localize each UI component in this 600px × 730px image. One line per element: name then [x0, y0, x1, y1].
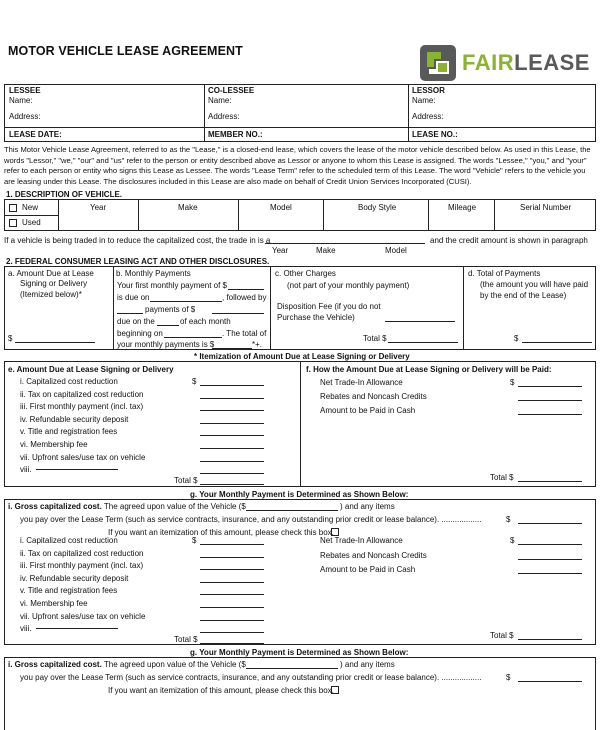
g2-gross-text: The agreed upon value of the Vehicle ($ — [103, 660, 246, 669]
lessor-name-field[interactable]: Name: — [412, 96, 436, 105]
c-line-4: Purchase the Vehicle) — [277, 313, 355, 322]
c-line-3: Disposition Fee (if you do not — [277, 302, 381, 311]
lessee-name-field[interactable]: Name: — [9, 96, 33, 105]
g1-total-field[interactable] — [200, 643, 264, 644]
f-amount-field[interactable] — [518, 414, 582, 415]
c-line-1: c. Other Charges — [275, 269, 336, 278]
g1-total: Total $ — [174, 635, 198, 644]
g2-gross-field[interactable] — [518, 681, 582, 682]
g1-item: vi. Membership fee — [20, 599, 88, 608]
col-body-style: Body Style — [358, 203, 397, 212]
intro-paragraph: This Motor Vehicle Lease Agreement, referred to as the "Lease," is a closed-end lease, which covers the lease of the motor vehicle described below. As used in this Lease, the words "Lessor," "we," "our" and "us" refer to the person or entity described above as Lessor or anyone to whom this Lease is assigned. The words "Lessee," "you," and "your" refer to each person or entity who signs this Lease as Lessee. The words "Lease Term" refer to the scheduled term of this Lease. The word "Vehicle" refers to the vehicle you are leasing under this Lease. The disclosures included in this Lease are also made on behalf of Credit Union Services Incorporated (CUSI). — [4, 145, 591, 186]
itemization-title: * Itemization of Amount Due at Lease Signing or Delivery — [194, 352, 410, 361]
e-item: iii. First monthly payment (incl. tax) — [20, 402, 144, 412]
g1-right-dollar: $ — [510, 536, 515, 545]
e-amount-field[interactable] — [200, 473, 264, 474]
tradein-year-label: Year — [272, 246, 289, 255]
g1-item: i. Capitalized cost reduction — [20, 536, 118, 545]
b-first-payment-field[interactable] — [228, 289, 264, 290]
g1-vehicle-value-field[interactable] — [246, 510, 338, 511]
e-total-field[interactable] — [200, 484, 264, 485]
g1-amount-field[interactable] — [200, 582, 264, 583]
g1-right-total-field[interactable] — [518, 639, 582, 640]
b-line-4: , followed by — [222, 293, 267, 302]
g1-gross-label: i. Gross capitalized cost. — [8, 502, 102, 511]
e-item: ii. Tax on capitalized cost reduction — [20, 389, 144, 399]
g2-vehicle-value-field[interactable] — [246, 668, 338, 669]
e-total: Total $ — [174, 476, 198, 485]
vehicle-heading: 1. DESCRIPTION OF VEHICLE. — [6, 190, 123, 199]
lessee-address-field[interactable]: Address: — [9, 112, 41, 121]
e-amount-field[interactable] — [200, 461, 264, 462]
b-day-field[interactable] — [157, 325, 179, 326]
g1-amount-field[interactable] — [200, 620, 264, 621]
b-line-10: your monthly payments is $ — [117, 340, 215, 349]
g1-dollar: $ — [192, 536, 197, 545]
g1-amount-field[interactable] — [200, 557, 264, 558]
g1-item: iii. First monthly payment (incl. tax) — [20, 561, 144, 571]
g1-gross-text: The agreed upon value of the Vehicle ($ — [103, 502, 246, 511]
g1-amount-field[interactable] — [200, 607, 264, 608]
g1-right-total: Total $ — [490, 631, 514, 640]
a-line-2: Signing or Delivery — [20, 279, 88, 288]
e-item: vii. Upfront sales/use tax on vehicle — [20, 452, 146, 462]
g2-dollar: $ — [506, 673, 511, 682]
f-item: Net Trade-In Allowance — [320, 378, 403, 387]
viii-description-field[interactable] — [36, 628, 118, 629]
g-heading-1: g. Your Monthly Payment is Determined as Shown Below: — [190, 490, 409, 499]
lessor-address-field[interactable]: Address: — [412, 112, 444, 121]
b-number-payments-field[interactable] — [117, 313, 143, 314]
f-total-field[interactable] — [518, 481, 582, 482]
g1-check-text: If you want an itemization of this amount, please check this box. — [108, 528, 334, 537]
col-serial-number: Serial Number — [520, 203, 572, 212]
a-line-1: a. Amount Due at Lease — [8, 269, 94, 278]
g1-gross-line2: you pay over the Lease Term (such as service contracts, insurance, and any outstanding prior credit or lease balance). .................. — [20, 515, 482, 524]
g1-right-item: Amount to be Paid in Cash — [320, 565, 416, 574]
page-title: MOTOR VEHICLE LEASE AGREEMENT — [8, 44, 243, 58]
f-amount-field[interactable] — [518, 400, 582, 401]
col-mileage: Mileage — [448, 203, 477, 212]
e-amount-field[interactable] — [200, 398, 264, 399]
e-amount-field[interactable] — [200, 448, 264, 449]
g1-item: iv. Refundable security deposit — [20, 573, 129, 583]
f-total: Total $ — [490, 473, 514, 482]
d-line-2: (the amount you will have paid — [480, 280, 589, 289]
f-item: Rebates and Noncash Credits — [320, 392, 427, 401]
g1-right-amount-field[interactable] — [518, 559, 582, 560]
g1-amount-field[interactable] — [200, 569, 264, 570]
tradein-text-end: and the credit amount is shown in paragraph — [430, 236, 588, 245]
g2-gross-line2: you pay over the Lease Term (such as service contracts, insurance, and any outstanding prior credit or lease balance). .................. — [20, 673, 482, 682]
col-year: Year — [90, 203, 107, 212]
tradein-field[interactable] — [265, 243, 425, 244]
e-dollar: $ — [192, 377, 197, 386]
b-beginning-field[interactable] — [164, 337, 222, 338]
a-amount-field[interactable] — [15, 342, 95, 343]
federal-heading: 2. FEDERAL CONSUMER LEASING ACT AND OTHER DISCLOSURES. — [6, 257, 270, 266]
g1-item: ii. Tax on capitalized cost reduction — [20, 548, 144, 558]
a-dollar: $ — [8, 334, 13, 343]
g1-right-amount-field[interactable] — [518, 544, 582, 545]
colessee-address-field[interactable]: Address: — [208, 112, 240, 121]
lessor-label: LESSOR — [412, 86, 445, 95]
b-line-11: *+. — [252, 340, 263, 349]
used-label: Used — [22, 218, 41, 227]
f-dollar: $ — [510, 378, 515, 387]
logo-text-fair: FAIR — [462, 50, 515, 75]
g1-amount-field[interactable] — [200, 544, 264, 545]
colessee-label: CO-LESSEE — [208, 86, 255, 95]
d-dollar: $ — [514, 334, 519, 343]
g1-item: viii. — [20, 624, 32, 634]
g2-itemization-checkbox[interactable] — [331, 686, 339, 694]
f-heading: f. How the Amount Due at Lease Signing or Delivery will be Paid: — [306, 365, 552, 374]
g1-dollar: $ — [506, 515, 511, 524]
g2-gross-label: i. Gross capitalized cost. — [8, 660, 102, 669]
e-item: iv. Refundable security deposit — [20, 414, 129, 424]
lessee-label: LESSEE — [9, 86, 41, 95]
member-no-field[interactable]: MEMBER NO.: — [208, 130, 263, 139]
b-payment-amount-field[interactable] — [212, 313, 264, 314]
lease-no-field[interactable]: LEASE NO.: — [412, 130, 458, 139]
b-line-8: beginning on — [117, 329, 163, 338]
b-due-date-field[interactable] — [150, 301, 222, 302]
g2-gross-text2: ) and any items — [340, 660, 395, 669]
e-item: v. Title and registration fees — [20, 427, 118, 437]
c-disposition-fee-field[interactable] — [385, 321, 455, 322]
col-make: Make — [178, 203, 198, 212]
new-label: New — [22, 203, 39, 212]
logo-mark-icon — [420, 45, 456, 81]
e-item: viii. — [20, 465, 32, 475]
viii-description-field[interactable] — [36, 469, 118, 470]
g-heading-2: g. Your Monthly Payment is Determined as Shown Below: — [190, 648, 409, 657]
logo-text-lease: LEASE — [514, 50, 590, 75]
b-total-field[interactable] — [212, 348, 252, 349]
fairlease-logo — [420, 45, 595, 85]
tradein-make-label: Make — [316, 246, 336, 255]
colessee-name-field[interactable]: Name: — [208, 96, 232, 105]
d-total-field[interactable] — [522, 342, 592, 343]
e-amount-field[interactable] — [200, 385, 264, 386]
g1-amount-field[interactable] — [200, 594, 264, 595]
g1-right-item: Rebates and Noncash Credits — [320, 550, 427, 560]
b-line-7: of each month — [180, 317, 231, 326]
tradein-text: If a vehicle is being traded in to reduce the capitalized cost, the trade in is a — [4, 236, 271, 245]
g1-right-amount-field[interactable] — [518, 573, 582, 574]
b-line-3: is due on — [117, 293, 150, 302]
a-line-3: (Itemized below)* — [20, 290, 82, 299]
d-line-3: by the end of the Lease) — [480, 291, 567, 300]
f-item: Amount to be Paid in Cash — [320, 406, 416, 415]
g1-amount-field[interactable] — [200, 632, 264, 633]
e-amount-field[interactable] — [200, 435, 264, 436]
g1-item: v. Title and registration fees — [20, 586, 118, 596]
c-total: Total $ — [363, 334, 387, 343]
d-line-1: d. Total of Payments — [468, 269, 541, 278]
g1-itemization-checkbox[interactable] — [331, 528, 339, 536]
b-line-6: due on the — [117, 317, 155, 326]
g1-gross-text2: ) and any items — [340, 502, 395, 511]
b-line-2: Your first monthly payment of $ — [117, 281, 227, 290]
new-checkbox[interactable] — [9, 204, 17, 212]
g2-check-text: If you want an itemization of this amount, please check this box. — [108, 686, 334, 695]
e-amount-field[interactable] — [200, 410, 264, 411]
lease-date-field[interactable]: LEASE DATE: — [9, 130, 62, 139]
tradein-model-label: Model — [385, 246, 407, 255]
f-amount-field[interactable] — [518, 386, 582, 387]
e-item: i. Capitalized cost reduction — [20, 377, 118, 386]
g1-right-item: Net Trade-In Allowance — [320, 536, 403, 545]
b-line-1: b. Monthly Payments — [116, 269, 191, 278]
col-model: Model — [270, 203, 292, 212]
g1-item: vii. Upfront sales/use tax on vehicle — [20, 611, 146, 621]
g1-gross-field[interactable] — [518, 523, 582, 524]
b-line-5: payments of $ — [145, 305, 196, 314]
used-checkbox[interactable] — [9, 219, 17, 227]
c-line-2: (not part of your monthly payment) — [287, 281, 410, 290]
parties-box — [4, 84, 596, 142]
b-line-9: . The total of — [222, 329, 267, 338]
c-total-field[interactable] — [388, 342, 458, 343]
e-item: vi. Membership fee — [20, 440, 88, 449]
e-heading: e. Amount Due at Lease Signing or Delivery — [8, 365, 174, 374]
e-amount-field[interactable] — [200, 423, 264, 424]
